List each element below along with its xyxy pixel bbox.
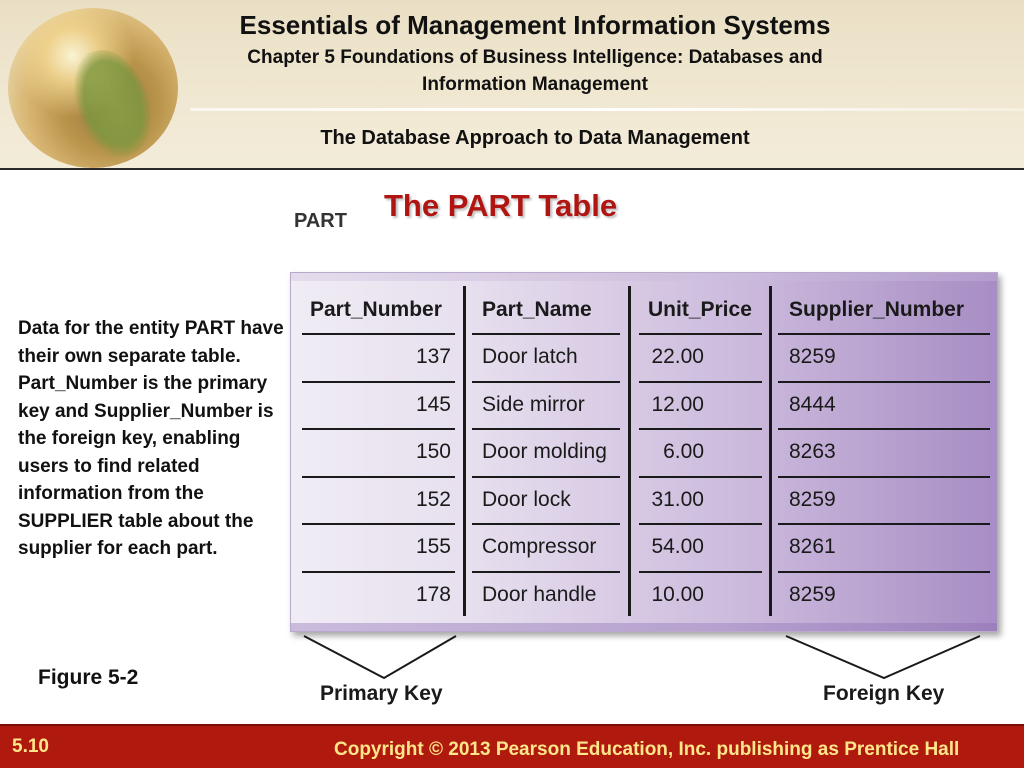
cell-unit-price: 6.00	[663, 440, 704, 463]
cell-supplier-number: 8263	[789, 440, 836, 463]
cell-supplier-number: 8259	[789, 583, 836, 606]
table-name-label: PART	[294, 210, 347, 232]
slide-title: The PART Table	[384, 188, 618, 223]
cell-part-name: Door molding	[482, 440, 607, 463]
header-part-name: Part_Name	[482, 298, 592, 321]
slide-number: 5.10	[12, 736, 49, 757]
chapter-title-line-1: Chapter 5 Foundations of Business Intelligence: Databases and	[247, 47, 823, 68]
cell-part-name: Door handle	[482, 583, 597, 606]
header-part-number: Part_Number	[310, 298, 442, 321]
section-title: The Database Approach to Data Management	[320, 127, 750, 149]
cell-unit-price: 31.00	[651, 488, 704, 511]
cell-unit-price: 22.00	[651, 345, 704, 368]
primary-key-label: Primary Key	[320, 682, 443, 705]
cell-unit-price: 12.00	[651, 393, 704, 416]
cell-part-number: 155	[415, 535, 451, 558]
cell-part-number: 150	[415, 440, 451, 463]
description-text: Data for the entity PART have their own separate table. Part_Number is the primary key and Supplier_Number is the foreign key, enabling users to find related information from the SUPPLIER table about the supplier for each part.	[18, 318, 284, 559]
cell-supplier-number: 8259	[789, 488, 836, 511]
foreign-key-bracket	[786, 636, 980, 678]
figure-label: Figure 5-2	[38, 666, 139, 689]
cell-supplier-number: 8444	[789, 393, 836, 416]
header-unit-price: Unit_Price	[648, 298, 752, 321]
cell-part-number: 137	[415, 345, 451, 368]
cell-part-number: 178	[415, 583, 451, 606]
cell-part-number: 152	[415, 488, 451, 511]
cell-supplier-number: 8259	[789, 345, 836, 368]
cell-part-name: Compressor	[482, 535, 597, 558]
copyright-notice: Copyright © 2013 Pearson Education, Inc. publishing as Prentice Hall	[334, 739, 960, 760]
cell-unit-price: 10.00	[651, 583, 704, 606]
cell-part-name: Door lock	[482, 488, 571, 511]
cell-part-number: 145	[415, 393, 451, 416]
foreign-key-label: Foreign Key	[823, 682, 945, 705]
primary-key-bracket	[304, 636, 456, 678]
cell-part-name: Door latch	[482, 345, 578, 368]
cell-part-name: Side mirror	[482, 393, 585, 416]
cell-supplier-number: 8261	[789, 535, 836, 558]
header-supplier-number: Supplier_Number	[789, 298, 965, 321]
book-title: Essentials of Management Information Systems	[239, 10, 831, 40]
chapter-title-line-2: Information Management	[422, 74, 648, 95]
cell-unit-price: 54.00	[651, 535, 704, 558]
